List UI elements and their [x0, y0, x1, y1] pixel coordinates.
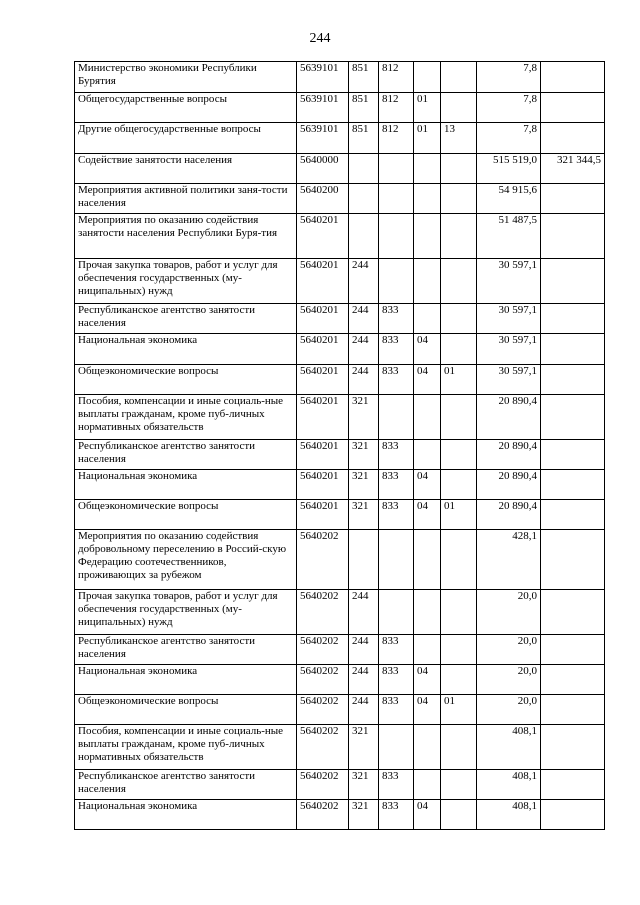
- row-amount-2: [541, 500, 605, 530]
- table-row: [75, 665, 605, 695]
- row-name: Мероприятия активной политики заня-тости населения: [75, 184, 297, 214]
- row-expense-type: 851: [349, 62, 379, 93]
- row-subsection-code: [441, 304, 477, 334]
- row-amount-2: [541, 365, 605, 395]
- row-expense-type: 244: [349, 304, 379, 334]
- row-target-code: 5640202: [297, 770, 349, 800]
- row-expense-type: [349, 154, 379, 184]
- row-amount-2: [541, 62, 605, 93]
- row-name: Прочая закупка товаров, работ и услуг для обеспечения государственных (му-ниципальных) нужд: [75, 259, 297, 304]
- table-row: [75, 695, 605, 725]
- row-subsection-code: [441, 334, 477, 365]
- row-subsection-code: [441, 395, 477, 440]
- row-target-code: 5640201: [297, 259, 349, 304]
- row-target-code: 5640201: [297, 470, 349, 500]
- table-row: [75, 635, 605, 665]
- row-name: Национальная экономика: [75, 334, 297, 365]
- row-expense-type: 321: [349, 770, 379, 800]
- row-amount-2: [541, 530, 605, 590]
- row-name: Республиканское агентство занятости населения: [75, 635, 297, 665]
- table-row: [75, 440, 605, 470]
- row-section-code: [414, 259, 441, 304]
- row-expense-type: [349, 214, 379, 259]
- row-target-code: 5639101: [297, 62, 349, 93]
- row-expense-type: [349, 184, 379, 214]
- row-name: Министерство экономики Республики Бурятия: [75, 62, 297, 93]
- row-target-code: 5640201: [297, 440, 349, 470]
- row-subsection-code: [441, 154, 477, 184]
- row-target-code: 5640201: [297, 365, 349, 395]
- row-amount-1: 7,8: [477, 62, 541, 93]
- row-section-code: [414, 62, 441, 93]
- row-amount-2: [541, 304, 605, 334]
- row-name: Национальная экономика: [75, 665, 297, 695]
- row-amount-2: [541, 334, 605, 365]
- row-section-code: [414, 304, 441, 334]
- row-target-code: 5640202: [297, 695, 349, 725]
- row-name: Общеэкономические вопросы: [75, 500, 297, 530]
- row-amount-2: [541, 695, 605, 725]
- row-department-code: 833: [379, 304, 414, 334]
- row-subsection-code: 01: [441, 500, 477, 530]
- row-expense-type: [349, 530, 379, 590]
- row-target-code: 5640201: [297, 214, 349, 259]
- row-amount-2: [541, 635, 605, 665]
- row-target-code: 5639101: [297, 93, 349, 123]
- row-expense-type: 244: [349, 334, 379, 365]
- row-amount-1: 30 597,1: [477, 304, 541, 334]
- row-target-code: 5640201: [297, 304, 349, 334]
- row-department-code: 833: [379, 365, 414, 395]
- row-section-code: [414, 725, 441, 770]
- row-amount-1: 428,1: [477, 530, 541, 590]
- row-name: Республиканское агентство занятости населения: [75, 770, 297, 800]
- row-section-code: 04: [414, 665, 441, 695]
- row-expense-type: 851: [349, 123, 379, 154]
- row-section-code: [414, 635, 441, 665]
- table-row: [75, 590, 605, 635]
- row-amount-2: [541, 93, 605, 123]
- row-amount-2: 321 344,5: [541, 154, 605, 184]
- row-expense-type: 244: [349, 635, 379, 665]
- row-department-code: 833: [379, 334, 414, 365]
- row-department-code: [379, 184, 414, 214]
- row-subsection-code: [441, 800, 477, 830]
- row-department-code: [379, 590, 414, 635]
- row-section-code: [414, 590, 441, 635]
- row-section-code: [414, 395, 441, 440]
- table-row: [75, 770, 605, 800]
- row-department-code: [379, 530, 414, 590]
- row-department-code: [379, 154, 414, 184]
- row-department-code: 833: [379, 470, 414, 500]
- row-section-code: [414, 530, 441, 590]
- row-department-code: [379, 214, 414, 259]
- row-name: Общеэкономические вопросы: [75, 365, 297, 395]
- page-number: 244: [309, 31, 331, 46]
- row-department-code: 833: [379, 770, 414, 800]
- row-subsection-code: 13: [441, 123, 477, 154]
- row-subsection-code: [441, 470, 477, 500]
- row-section-code: [414, 440, 441, 470]
- row-section-code: [414, 770, 441, 800]
- row-expense-type: 244: [349, 365, 379, 395]
- row-expense-type: 244: [349, 695, 379, 725]
- row-amount-1: 7,8: [477, 123, 541, 154]
- row-section-code: 04: [414, 470, 441, 500]
- row-amount-2: [541, 590, 605, 635]
- row-name: Пособия, компенсации и иные социаль-ные выплаты гражданам, кроме пуб-личных нормативных обязательств: [75, 725, 297, 770]
- row-name: Мероприятия по оказанию содействия добровольному переселению в Россий-скую Федерацию соотечественников, проживающих за рубежом: [75, 530, 297, 590]
- row-section-code: 01: [414, 93, 441, 123]
- row-subsection-code: [441, 590, 477, 635]
- row-subsection-code: [441, 93, 477, 123]
- row-amount-1: 30 597,1: [477, 365, 541, 395]
- table-row: [75, 800, 605, 830]
- row-amount-1: 20,0: [477, 635, 541, 665]
- row-department-code: 833: [379, 500, 414, 530]
- table-row: [75, 365, 605, 395]
- row-subsection-code: [441, 440, 477, 470]
- table-row: [75, 123, 605, 154]
- row-amount-1: 408,1: [477, 770, 541, 800]
- row-amount-1: 20,0: [477, 665, 541, 695]
- table-row: [75, 304, 605, 334]
- row-subsection-code: [441, 725, 477, 770]
- row-name: Республиканское агентство занятости населения: [75, 304, 297, 334]
- row-amount-2: [541, 770, 605, 800]
- row-department-code: 812: [379, 123, 414, 154]
- row-amount-1: 30 597,1: [477, 334, 541, 365]
- row-amount-1: 20,0: [477, 590, 541, 635]
- row-department-code: 833: [379, 440, 414, 470]
- row-expense-type: 244: [349, 590, 379, 635]
- row-expense-type: 321: [349, 725, 379, 770]
- row-subsection-code: [441, 214, 477, 259]
- table-row: [75, 500, 605, 530]
- row-target-code: 5640202: [297, 530, 349, 590]
- row-department-code: [379, 725, 414, 770]
- row-amount-1: 408,1: [477, 800, 541, 830]
- row-target-code: 5640201: [297, 395, 349, 440]
- row-department-code: [379, 259, 414, 304]
- row-amount-1: 20 890,4: [477, 470, 541, 500]
- row-target-code: 5640202: [297, 590, 349, 635]
- row-subsection-code: [441, 62, 477, 93]
- row-section-code: 04: [414, 500, 441, 530]
- row-section-code: 04: [414, 334, 441, 365]
- row-target-code: 5640202: [297, 635, 349, 665]
- row-amount-2: [541, 800, 605, 830]
- table-row: [75, 93, 605, 123]
- row-target-code: 5639101: [297, 123, 349, 154]
- row-name: Республиканское агентство занятости населения: [75, 440, 297, 470]
- row-department-code: 833: [379, 695, 414, 725]
- row-department-code: [379, 395, 414, 440]
- row-target-code: 5640000: [297, 154, 349, 184]
- row-name: Содействие занятости населения: [75, 154, 297, 184]
- row-section-code: 04: [414, 800, 441, 830]
- row-amount-2: [541, 440, 605, 470]
- row-target-code: 5640202: [297, 800, 349, 830]
- row-amount-1: 7,8: [477, 93, 541, 123]
- row-subsection-code: [441, 635, 477, 665]
- row-amount-1: 20,0: [477, 695, 541, 725]
- row-department-code: 812: [379, 93, 414, 123]
- row-name: Прочая закупка товаров, работ и услуг для обеспечения государственных (му-ниципальных) нужд: [75, 590, 297, 635]
- row-target-code: 5640200: [297, 184, 349, 214]
- row-subsection-code: 01: [441, 695, 477, 725]
- table-row: [75, 214, 605, 259]
- row-department-code: 812: [379, 62, 414, 93]
- table-row: [75, 154, 605, 184]
- row-target-code: 5640202: [297, 725, 349, 770]
- row-name: Другие общегосударственные вопросы: [75, 123, 297, 154]
- row-subsection-code: [441, 665, 477, 695]
- row-amount-1: 20 890,4: [477, 500, 541, 530]
- row-expense-type: 244: [349, 259, 379, 304]
- row-expense-type: 851: [349, 93, 379, 123]
- row-amount-2: [541, 470, 605, 500]
- row-amount-2: [541, 665, 605, 695]
- row-name: Мероприятия по оказанию содействия занятости населения Республики Буря-тия: [75, 214, 297, 259]
- row-department-code: 833: [379, 665, 414, 695]
- row-amount-1: 30 597,1: [477, 259, 541, 304]
- row-name: Национальная экономика: [75, 470, 297, 500]
- row-amount-2: [541, 123, 605, 154]
- table-row: [75, 395, 605, 440]
- row-expense-type: 244: [349, 665, 379, 695]
- table-row: [75, 184, 605, 214]
- row-amount-2: [541, 214, 605, 259]
- row-expense-type: 321: [349, 500, 379, 530]
- table-row: [75, 530, 605, 590]
- table-row: [75, 470, 605, 500]
- budget-table: [74, 61, 605, 830]
- row-expense-type: 321: [349, 395, 379, 440]
- row-expense-type: 321: [349, 800, 379, 830]
- table-row: [75, 62, 605, 93]
- row-expense-type: 321: [349, 440, 379, 470]
- row-section-code: [414, 154, 441, 184]
- row-section-code: 04: [414, 365, 441, 395]
- row-subsection-code: [441, 184, 477, 214]
- row-amount-1: 515 519,0: [477, 154, 541, 184]
- row-amount-1: 51 487,5: [477, 214, 541, 259]
- row-subsection-code: [441, 770, 477, 800]
- table-row: [75, 259, 605, 304]
- row-amount-2: [541, 395, 605, 440]
- row-amount-2: [541, 184, 605, 214]
- row-expense-type: 321: [349, 470, 379, 500]
- row-amount-2: [541, 259, 605, 304]
- table-row: [75, 725, 605, 770]
- row-department-code: 833: [379, 635, 414, 665]
- table-row: [75, 334, 605, 365]
- row-target-code: 5640201: [297, 334, 349, 365]
- row-amount-2: [541, 725, 605, 770]
- row-section-code: 01: [414, 123, 441, 154]
- row-amount-1: 408,1: [477, 725, 541, 770]
- row-amount-1: 20 890,4: [477, 440, 541, 470]
- row-section-code: [414, 214, 441, 259]
- row-target-code: 5640201: [297, 500, 349, 530]
- row-section-code: [414, 184, 441, 214]
- row-amount-1: 54 915,6: [477, 184, 541, 214]
- row-section-code: 04: [414, 695, 441, 725]
- row-name: Пособия, компенсации и иные социаль-ные выплаты гражданам, кроме пуб-личных нормативных обязательств: [75, 395, 297, 440]
- row-target-code: 5640202: [297, 665, 349, 695]
- row-name: Общеэкономические вопросы: [75, 695, 297, 725]
- row-name: Национальная экономика: [75, 800, 297, 830]
- row-subsection-code: [441, 530, 477, 590]
- row-name: Общегосударственные вопросы: [75, 93, 297, 123]
- row-amount-1: 20 890,4: [477, 395, 541, 440]
- row-subsection-code: [441, 259, 477, 304]
- row-subsection-code: 01: [441, 365, 477, 395]
- row-department-code: 833: [379, 800, 414, 830]
